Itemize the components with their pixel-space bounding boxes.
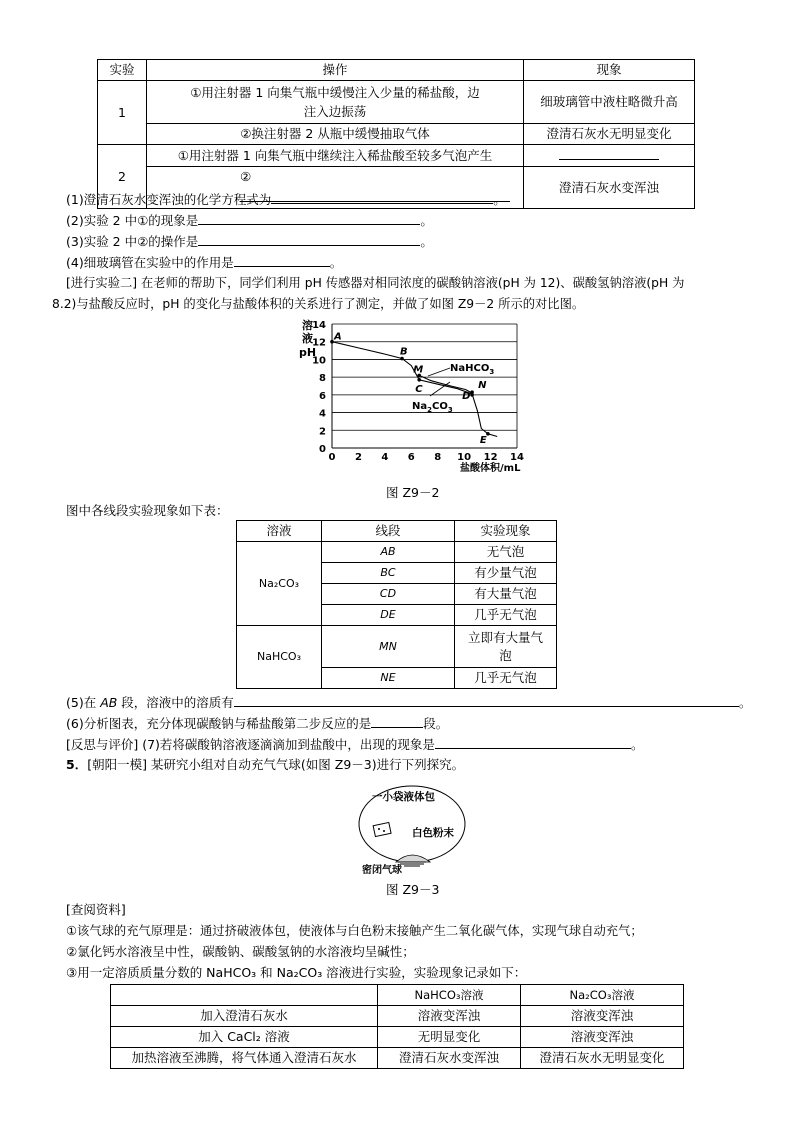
y-tick-label: 14: [312, 320, 326, 331]
point-label-d: D: [462, 390, 471, 402]
reference-line-2: ②氯化钙水溶液呈中性，碳酸钠、碳酸氢钠的水溶液均呈碱性；: [66, 944, 415, 959]
chart-grid: [332, 324, 517, 430]
y-tick-label: 8: [319, 373, 326, 385]
exp2-op2-label: ②: [240, 169, 252, 184]
segment-ab: AB: [322, 542, 455, 563]
y-tick-label: 0: [319, 444, 326, 455]
x-tick-label: 14: [510, 452, 524, 463]
question-6-end: 段。: [423, 716, 449, 731]
question-5-end: 。: [738, 695, 752, 710]
table3-header-nahco3: NaHCO₃溶液: [378, 985, 521, 1006]
segment-cd: CD: [322, 584, 455, 605]
figure3-label-balloon: 密闭气球: [362, 865, 402, 876]
table1-header-exp: 实验: [98, 60, 147, 81]
table1-header-op: 操作: [147, 60, 524, 81]
point-label-e: E: [479, 434, 487, 446]
table3-row2-op: 加入 CaCl₂ 溶液: [111, 1027, 378, 1048]
chart-axes: [332, 324, 517, 448]
y-tick-label: 12: [312, 337, 326, 349]
question-1-text: (1)澄清石灰水变浑浊的化学方程式为: [66, 192, 272, 207]
question-1: [66, 189, 506, 210]
table3-header-op: [111, 985, 378, 1006]
exp1-op2: ②换注射器 2 从瓶中缓慢抽取气体: [147, 124, 524, 145]
y-tick-label: 10: [312, 355, 326, 367]
x-axis-label: 盐酸体积/mL: [460, 463, 521, 474]
table3-row2-na2co3: 溶液变浑浊: [521, 1027, 684, 1048]
x-tick-label: 2: [354, 452, 362, 463]
question-3-text: (3)实验 2 中②的操作是: [66, 234, 199, 249]
y-tick-label: 6: [319, 390, 326, 402]
solution-na2co3: Na₂CO₃: [237, 542, 322, 626]
segment-bc: BC: [322, 563, 455, 584]
question-5: [66, 692, 751, 713]
question-2-text: (2)实验 2 中①的现象是: [66, 213, 199, 228]
x-tick-label: 8: [434, 452, 442, 463]
observation-ne: 几乎无气泡: [455, 668, 557, 689]
exp1-ph1: 细玻璃管中液柱略微升高: [524, 81, 695, 124]
table2-intro: 图中各线段实验现象如下表：: [66, 503, 229, 518]
question-7-end: 。: [630, 737, 644, 752]
x-tick-label: 4: [381, 452, 389, 463]
observation-bc: 有少量气泡: [455, 563, 557, 584]
exp2-op1: [147, 145, 524, 167]
question-3: [66, 231, 433, 252]
observation-cd: 有大量气泡: [455, 584, 557, 605]
exp2-number: 2: [98, 145, 147, 209]
solution-nahco3: NaHCO₃: [237, 626, 322, 689]
observation-mn: 立即有大量气泡: [455, 626, 557, 668]
table3-row1-op: 加入澄清石灰水: [111, 1006, 378, 1027]
pack-dot: [383, 830, 385, 832]
question-3-end: 。: [420, 234, 433, 249]
observation-ab: 无气泡: [455, 542, 557, 563]
question-7-text: [反思与评价] (7)若将碳酸钠溶液逐滴滴加到盐酸中，出现的现象是: [66, 737, 435, 752]
figure3-caption: 图 Z9－3: [386, 882, 440, 897]
exp1-ph2: 澄清石灰水无明显变化: [524, 124, 695, 145]
y-label-char-1: 溶: [302, 319, 313, 332]
y-tick-label: 4: [319, 408, 326, 420]
problem-5: [66, 755, 464, 775]
question-5-prefix: (5)在: [66, 695, 101, 710]
question-2-end: 。: [420, 213, 433, 228]
table3-row2-nahco3: 无明显变化: [378, 1027, 521, 1048]
segment-ne: NE: [322, 668, 455, 689]
x-tick-label: 12: [483, 452, 498, 463]
question-1-end: 。: [493, 192, 506, 207]
x-tick-label: 10: [457, 452, 472, 463]
exp2-ph1: [524, 145, 695, 167]
reference-line-1: ①该气球的充气原理是：通过挤破液体包，使液体与白色粉末接触产生二氧化碳气体，实现气球自动充气；: [66, 924, 643, 938]
point-label-n: N: [478, 380, 487, 392]
nahco3-annotation: NaHCO$_3$: [450, 363, 495, 376]
point-label-a: A: [334, 331, 342, 343]
liquid-pack-icon: [373, 822, 391, 836]
question-6-blank: [371, 713, 423, 728]
y-label-char-3: pH: [299, 346, 317, 359]
x-tick-label: 6: [407, 452, 415, 463]
question-6: [66, 713, 448, 734]
reference-title: [查阅资料]: [66, 902, 126, 917]
question-4-end: 。: [329, 255, 343, 270]
exp2-ph2: 澄清石灰水变浑浊: [524, 167, 695, 209]
reference-line-3: ③用一定溶质质量分数的 NaHCO₃ 和 Na₂CO₃ 溶液进行实验，实验现象记录如下：: [66, 965, 527, 980]
table2-header-solution: 溶液: [237, 521, 322, 542]
table3-row3-na2co3: 澄清石灰水无明显变化: [521, 1048, 684, 1069]
exp1-op1: ①用注射器 1 向集气瓶中缓慢注入少量的稀盐酸，边注入边振荡: [147, 81, 524, 124]
question-7-blank: [435, 734, 631, 749]
white-powder-icon: [396, 855, 430, 862]
table1-header-ph: 现象: [524, 60, 695, 81]
question-5-blank: [234, 692, 739, 707]
point-c: [417, 378, 421, 382]
question-6-text: (6)分析图表，充分体现碳酸钠与稀盐酸第二步反应的是: [66, 716, 372, 731]
exp2-op1-text: ①用注射器 1 向集气瓶中继续注入稀盐酸至较多气泡产生: [177, 147, 493, 163]
y-label-char-2: 液: [302, 332, 313, 345]
figure2-caption: 图 Z9－2: [386, 485, 440, 500]
question-7: [66, 734, 643, 755]
question-4-text: (4)细玻璃管在实验中的作用是: [66, 255, 234, 270]
question-3-blank: [198, 231, 420, 246]
question-2-blank: [198, 210, 420, 225]
point-label-m: M: [413, 364, 424, 376]
ph-chart: [290, 316, 530, 476]
na2co3-annotation: $Na_2CO_3$: [412, 401, 453, 414]
chart-points: [330, 332, 490, 446]
segment-table: [236, 520, 557, 689]
question-2: [66, 210, 433, 231]
table2-header-observation: 实验现象: [455, 521, 557, 542]
exp1-number: 1: [98, 81, 147, 145]
table3-header-na2co3: Na₂CO₃溶液: [521, 985, 684, 1006]
figure3-label-pack: 一小袋液体包: [372, 791, 435, 803]
x-tick-label: 0: [328, 452, 336, 463]
question-4: [66, 252, 342, 273]
observation-de: 几乎无气泡: [455, 605, 557, 626]
comparison-table: [110, 984, 684, 1069]
intro2-line1: [进行实验二] 在老师的帮助下，同学们利用 pH 传感器对相同浓度的碳酸钠溶液(pH 为 12)、碳酸氢钠溶液(pH 为: [66, 276, 685, 290]
exp2-ph1-blank: [559, 145, 659, 160]
table3-row1-na2co3: 溶液变浑浊: [521, 1006, 684, 1027]
balloon-figure: [352, 782, 472, 878]
table3-row1-nahco3: 溶液变浑浊: [378, 1006, 521, 1027]
question-4-blank: [234, 252, 330, 267]
question-5-text: 段，溶液中的溶质有: [117, 695, 234, 710]
point-label-c: C: [415, 383, 423, 395]
segment-mn: MN: [322, 626, 455, 668]
question-5-segment: AB: [100, 695, 118, 710]
table3-row3-nahco3: 澄清石灰水变浑浊: [378, 1048, 521, 1069]
figure3-label-powder: 白色粉末: [412, 827, 454, 839]
problem-5-number: 5．: [66, 757, 88, 772]
point-label-b: B: [400, 346, 408, 358]
balloon-knot-icon: [398, 862, 426, 866]
pack-dot: [378, 828, 380, 830]
intro2-line2: 8.2)与盐酸反应时，pH 的变化与盐酸体积的关系进行了测定，并做了如图 Z9－2 所示的对比图。: [52, 297, 585, 311]
table2-header-segment: 线段: [322, 521, 455, 542]
point-d: [470, 393, 474, 397]
y-tick-label: 2: [319, 426, 326, 438]
table3-row3-op: 加热溶液至沸腾，将气体通入澄清石灰水: [111, 1048, 378, 1069]
experiment-table: [97, 59, 695, 209]
na2co3-pointer: [430, 382, 450, 396]
nahco3-pointer: [428, 368, 450, 376]
segment-de: DE: [322, 605, 455, 626]
problem-5-text: [朝阳一模] 某研究小组对自动充气气球(如图 Z9－3)进行下列探究。: [87, 757, 465, 772]
question-1-blank: [271, 189, 493, 204]
